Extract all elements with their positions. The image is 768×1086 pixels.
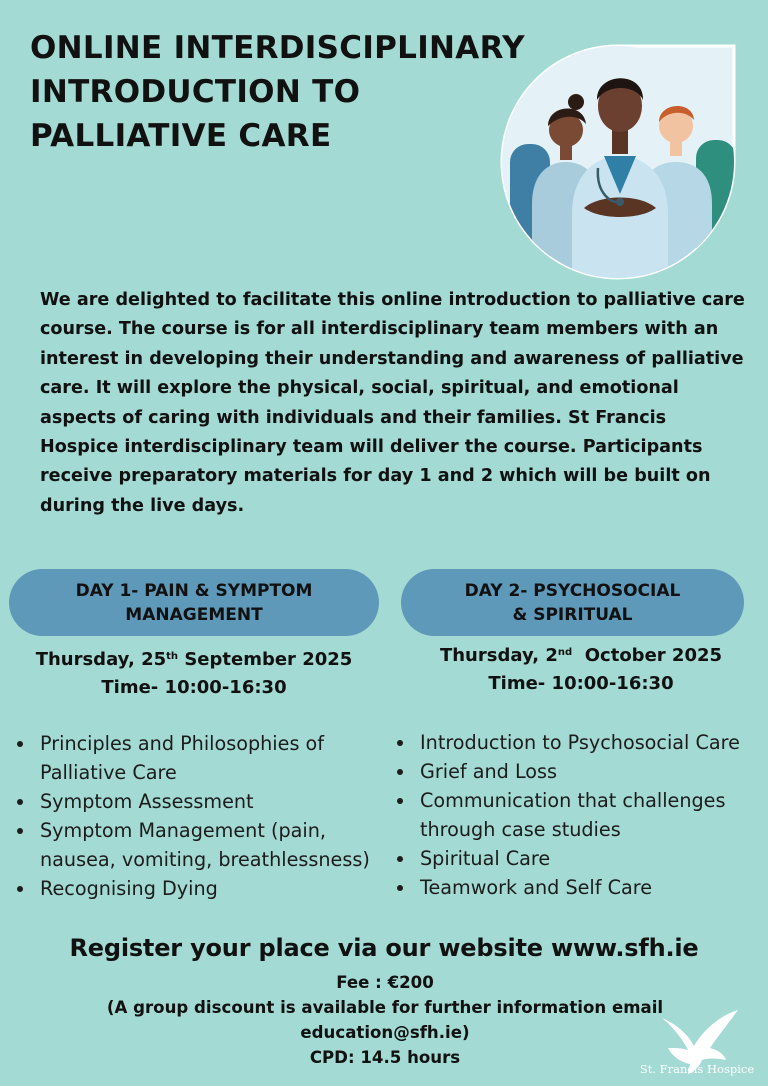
list-item: Spiritual Care [391,844,768,873]
title-line: PALLIATIVE CARE [30,118,332,154]
day1-heading-line: DAY 1- PAIN & SYMPTOM [75,580,313,601]
discount-text: (A group discount is available for further information email [106,998,664,1017]
list-item: Teamwork and Self Care [391,873,768,902]
fee-text: Fee : €200 [336,973,434,992]
fee-info [50,970,720,1070]
day1-schedule [9,646,379,702]
day2-schedule [396,642,766,698]
register-heading: Register your place via our website www.sfh.ie [69,934,699,962]
healthcare-team-illustration-icon [500,44,736,280]
list-item: Symptom Management (pain, nausea, vomiting, breathlessness) [11,816,391,874]
day2-heading-line: & SPIRITUAL [512,604,633,625]
day1-topic-list [11,729,391,903]
list-item: Principles and Philosophies of Palliative Care [11,729,391,787]
page-title [30,26,550,158]
day2-date: Thursday, 2nd October 2025 [439,645,723,666]
title-line: ONLINE INTERDISCIPLINARY [30,30,525,66]
day2-heading-pill [401,569,744,636]
day1-heading-pill [9,569,379,636]
list-item: Introduction to Psychosocial Care [391,728,768,757]
discount-email: education@sfh.ie) [300,1023,470,1042]
intro-paragraph: We are delighted to facilitate this online introduction to palliative care course. The course is for all interdisciplinary team members with an interest in developing their understanding and awareness of palliative care. It will explore the physical, social, spiritual, and emotional aspects of caring with individuals and their families. St Francis Hospice interdisciplinary team will deliver the course. Participants receive preparatory materials for day 1 and 2 which will be built on during the live days. [40,290,745,516]
list-item: Communication that challenges through case studies [391,786,768,844]
list-item: Grief and Loss [391,757,768,786]
list-item: Symptom Assessment [11,787,391,816]
day2-heading-line: DAY 2- PSYCHOSOCIAL [464,580,681,601]
title-line: INTRODUCTION TO [30,74,361,110]
hospice-logo-name: St. Francis Hospice [639,1062,755,1076]
day2-topic-list [391,728,768,902]
day1-time: Time- 10:00-16:30 [101,677,287,698]
day1-heading-line: MANAGEMENT [125,604,263,625]
cpd-text: CPD: 14.5 hours [309,1048,461,1067]
day1-date: Thursday, 25th September 2025 [35,649,353,670]
list-item: Recognising Dying [11,874,391,903]
day2-time: Time- 10:00-16:30 [488,673,674,694]
